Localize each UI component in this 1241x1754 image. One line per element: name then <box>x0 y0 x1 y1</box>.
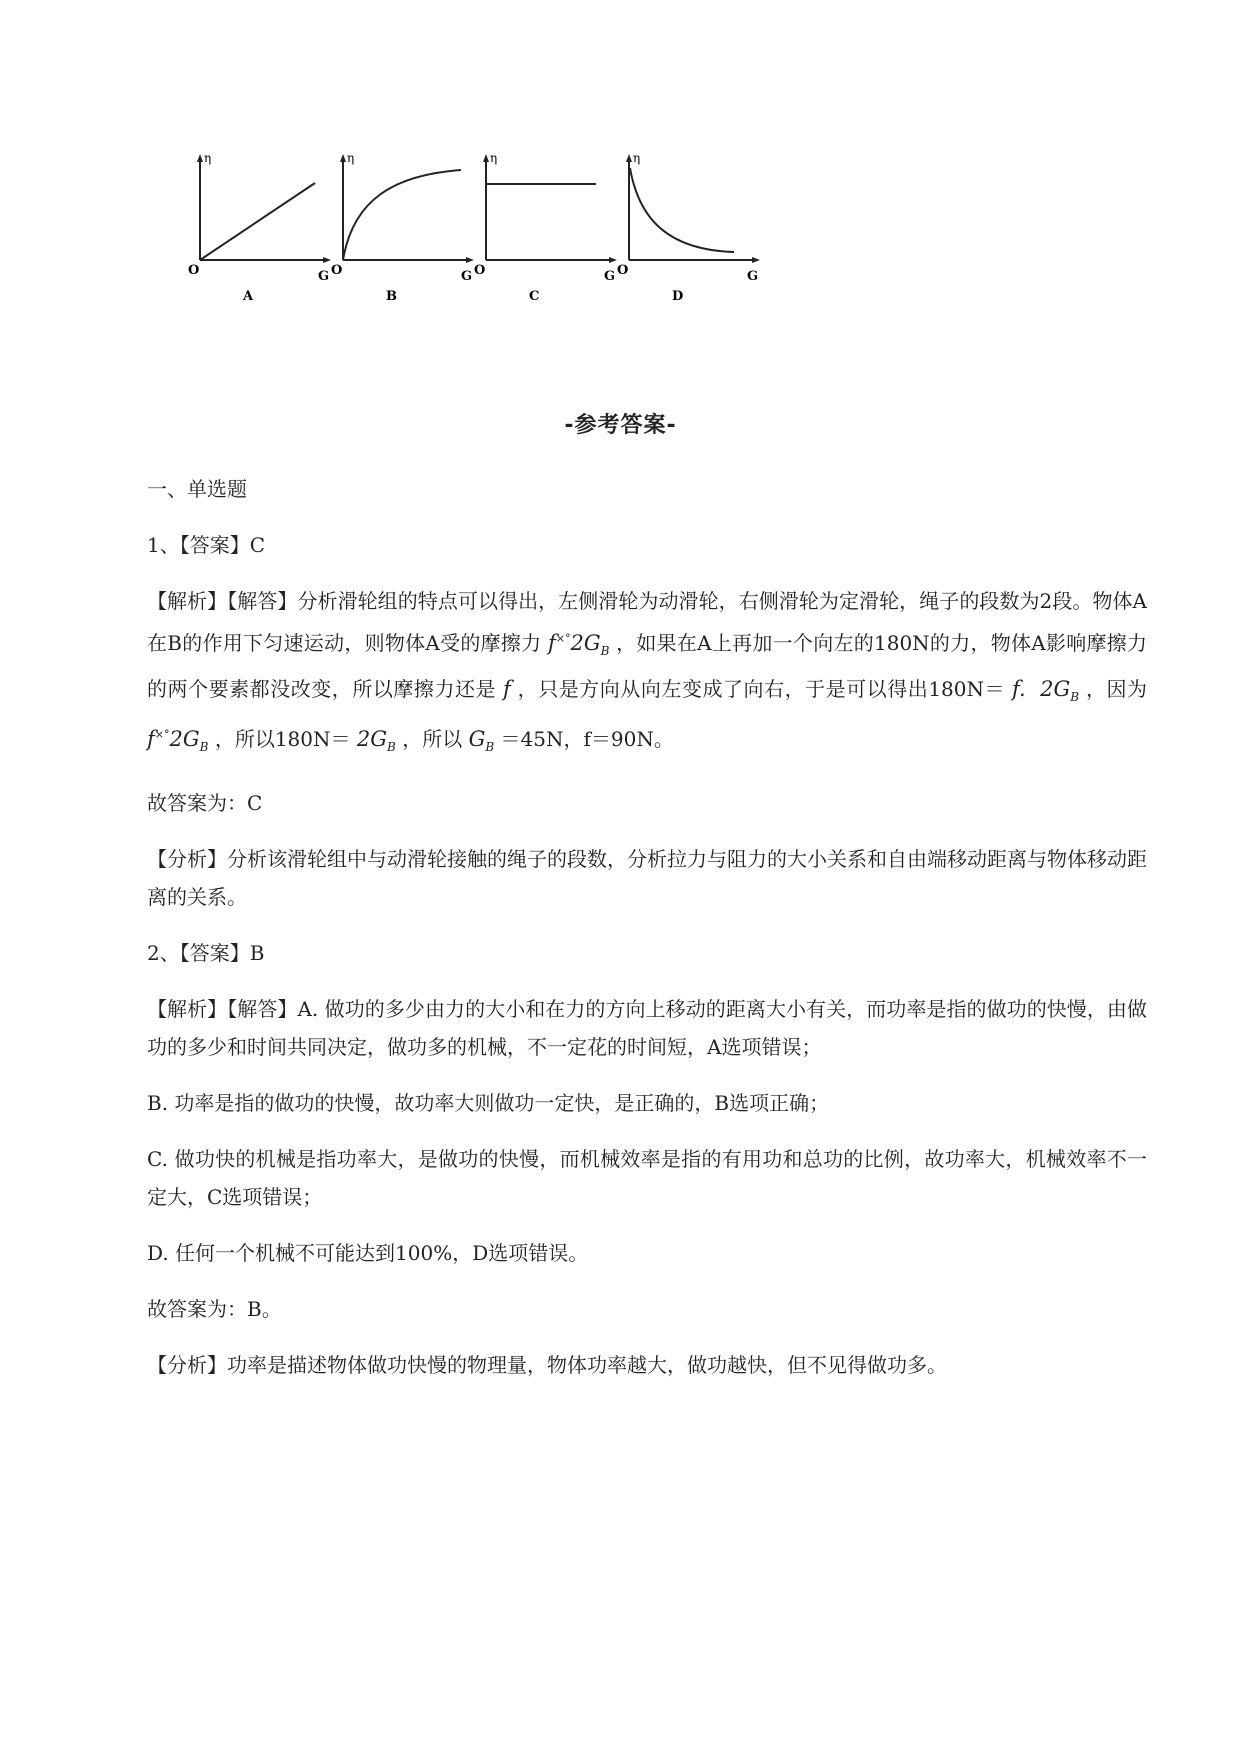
graph-a <box>180 150 343 310</box>
origin-c: O <box>474 263 486 278</box>
axis-y-d: η <box>633 151 641 165</box>
q1-text-g: ＝45N，f＝90N。 <box>500 727 674 751</box>
q1-text-a: 【解析】【解答】分析滑轮组的特点可以得出，左侧滑轮为动滑轮，右侧滑轮为定滑轮，绳子的段数为2段。物体A在B的作用下匀速运动，则物体A受的摩擦力 <box>147 589 1147 655</box>
curve-d <box>630 168 734 252</box>
axis-y-a: η <box>204 151 212 165</box>
curve-a <box>200 183 315 260</box>
axis-y-b: η <box>347 151 355 165</box>
axis-y-c: η <box>490 151 498 165</box>
answer-content <box>147 470 1147 1402</box>
q1-text-e: ，所以180N＝ <box>214 727 351 751</box>
axis-x-b: G <box>461 269 473 284</box>
heading: 一、单选题 <box>147 477 247 501</box>
q2-answer: 2、【答案】B <box>147 941 265 965</box>
q2-analysis-a: 【解析】【解答】A. 做功的多少由力的大小和在力的方向上移动的距离大小有关，而功率是指的做功的快慢，由做功的多少和时间共同决定，做功多的机械，不一定花的时间短，A选项错误； <box>147 997 1147 1059</box>
q1-conclusion: 故答案为：C <box>147 791 263 815</box>
origin-a: O <box>188 263 200 278</box>
q1-formula-2: f <box>502 677 511 701</box>
q1-formula-3: f. $2G_B$ <box>1011 677 1080 704</box>
efficiency-graphs <box>180 150 840 310</box>
q2-analysis-2: 【分析】功率是描述物体做功快慢的物理量，物体功率越大，做功越快，但不见得做功多。 <box>147 1353 947 1377</box>
label-c: C <box>529 289 540 304</box>
q2-conclusion: 故答案为：B。 <box>147 1297 282 1321</box>
q2-analysis-d: D. 任何一个机械不可能达到100%，D选项错误。 <box>147 1241 589 1265</box>
q1-formula-4: $f^{\times^\circ}2G_B$ <box>147 727 209 754</box>
axis-x-d: G <box>747 269 759 284</box>
label-d: D <box>672 289 684 304</box>
origin-b: O <box>331 263 343 278</box>
q1-formula-6: $G_B$ <box>468 727 495 754</box>
graph-c <box>466 150 629 310</box>
q1-text-d: ，因为 <box>1085 677 1148 701</box>
axis-x-c: G <box>604 269 616 284</box>
section-title: -参考答案- <box>564 413 677 438</box>
label-b: B <box>386 289 397 304</box>
q1-analysis-2: 【分析】分析该滑轮组中与动滑轮接触的绳子的段数，分析拉力与阻力的大小关系和自由端移动距离与物体移动距离的关系。 <box>147 847 1147 909</box>
axis-x-a: G <box>318 269 330 284</box>
label-a: A <box>243 289 254 304</box>
q1-text-b: ，如果在A上再加一个向左的180N的力，物体A影响摩擦力的两个要素都没改变，所以摩擦力还是 <box>147 631 1148 701</box>
graph-d <box>609 150 769 310</box>
q1-formula-1: $f^{\times^\circ}2G_B$ <box>548 631 610 658</box>
q1-text-c: ，只是方向从向左变成了向右，于是可以得出180N＝ <box>517 677 1006 701</box>
q1-text-f: ，所以 <box>402 727 463 751</box>
origin-d: O <box>617 263 629 278</box>
curve-b <box>343 170 461 260</box>
q2-analysis-b: B. 功率是指的做功的快慢，故功率大则做功一定快，是正确的，B选项正确； <box>147 1091 830 1115</box>
q1-answer: 1、【答案】C <box>147 533 266 557</box>
q1-formula-5: $2G_B$ <box>356 727 396 754</box>
q2-analysis-c: C. 做功快的机械是指功率大，是做功的快慢，而机械效率是指的有用功和总功的比例，故功率大，机械效率不一定大，C选项错误； <box>147 1147 1147 1209</box>
q1-analysis <box>147 582 1147 766</box>
graph-b <box>323 150 486 310</box>
